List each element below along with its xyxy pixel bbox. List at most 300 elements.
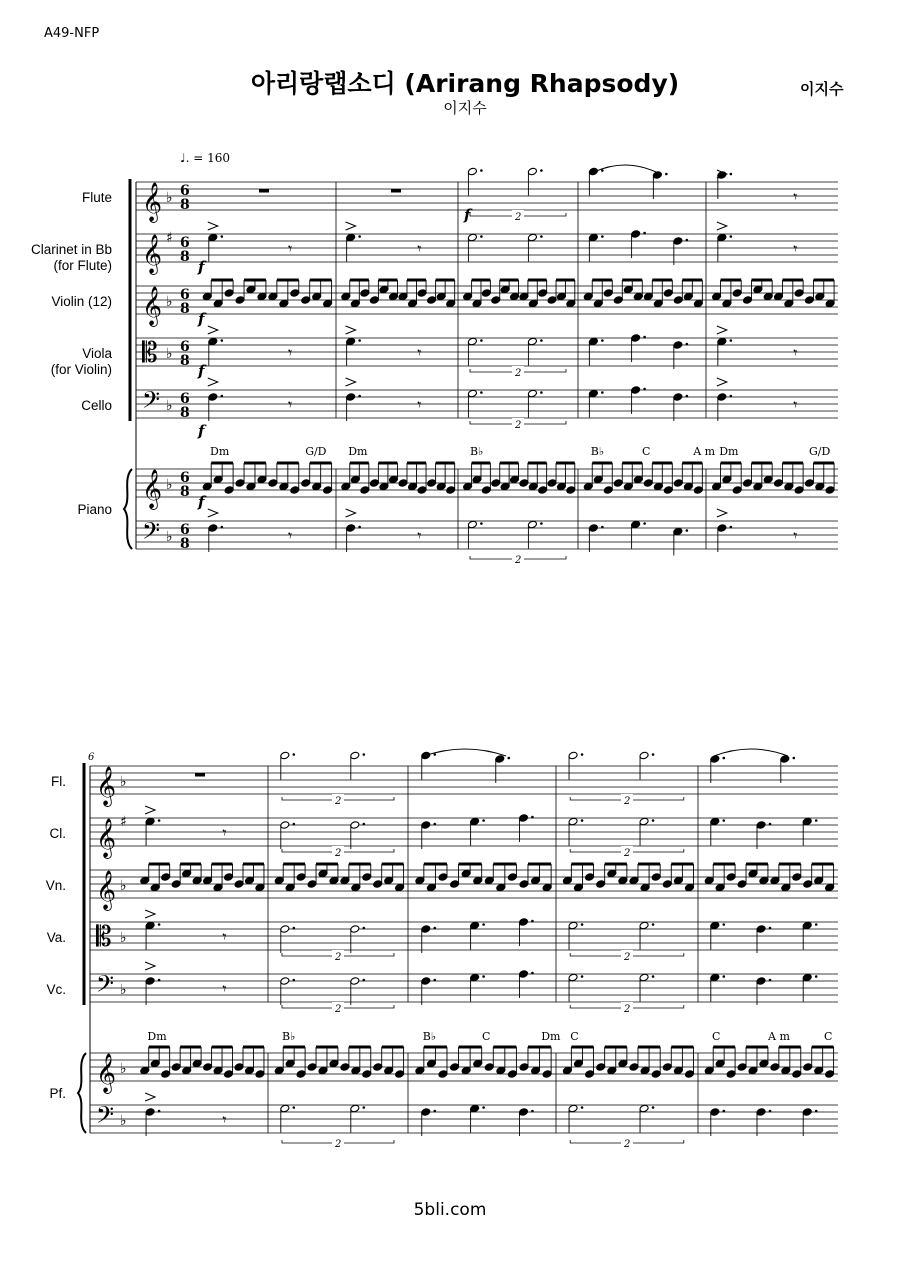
accent-mark — [346, 222, 356, 230]
note-head — [774, 292, 784, 301]
note-head — [704, 1066, 714, 1075]
note-head — [255, 1070, 265, 1079]
note-head — [639, 973, 649, 982]
note-dot — [652, 975, 655, 978]
note-head — [518, 814, 528, 823]
chord-symbol: A m — [693, 445, 716, 458]
note-head — [203, 1063, 213, 1072]
note-head — [496, 1066, 506, 1075]
clef: 𝄞 — [96, 1053, 117, 1093]
note-head — [815, 482, 825, 491]
note-head — [182, 1066, 192, 1075]
system-2 — [78, 749, 838, 1150]
note-head — [519, 880, 529, 889]
clef: 𝄞 — [96, 766, 117, 806]
note-head — [436, 482, 446, 491]
note-head — [213, 1066, 223, 1075]
label-pf-short: Pf. — [49, 1086, 66, 1101]
note-head — [421, 977, 431, 986]
note-head — [171, 1063, 181, 1072]
note-head — [203, 876, 213, 885]
note-head — [685, 883, 695, 892]
note-head — [346, 393, 356, 402]
rest: 𝄾 — [417, 343, 422, 362]
note-head — [518, 970, 528, 979]
note-head — [566, 299, 576, 308]
note-head — [613, 479, 623, 488]
accent-mark — [208, 509, 218, 517]
note-dot — [643, 336, 646, 339]
time-sig-top: 6 — [180, 339, 190, 355]
time-sig-bottom: 8 — [180, 484, 190, 500]
note-head — [446, 486, 456, 495]
note-head — [763, 292, 773, 301]
note-dot — [531, 816, 534, 819]
key-flat: ♭ — [166, 477, 173, 493]
note-head — [208, 337, 218, 346]
note-head — [568, 921, 578, 930]
accent-mark — [346, 509, 356, 517]
chord-symbol: B♭ — [590, 445, 605, 458]
note-head — [547, 296, 557, 305]
chord-symbol: Dm — [210, 445, 230, 458]
note-dot — [293, 979, 296, 982]
chord-symbol: C — [482, 1030, 491, 1043]
note-head — [473, 876, 483, 885]
note-dot — [358, 526, 361, 529]
note-head — [472, 299, 482, 308]
rest: 𝄾 — [288, 526, 293, 545]
chord-symbol: A m — [768, 1030, 790, 1043]
label-viola: Viola (for Violin) — [50, 346, 112, 377]
note-head — [538, 486, 548, 495]
label-vn-short: Vn. — [45, 878, 66, 893]
chord-symbol: C — [712, 1030, 721, 1043]
note-head — [350, 475, 360, 484]
note-dot — [221, 235, 224, 238]
note-head — [596, 880, 606, 889]
note-dot — [581, 753, 584, 756]
note-dot — [158, 819, 161, 822]
note-head — [781, 883, 791, 892]
measure-rest — [391, 189, 401, 193]
note-head — [234, 880, 244, 889]
note-head — [562, 1066, 572, 1075]
note-head — [673, 393, 683, 402]
note-head — [673, 1066, 683, 1075]
note-head — [633, 292, 643, 301]
time-sig-top: 6 — [180, 235, 190, 251]
tuplet-number: 2 — [335, 848, 342, 859]
note-head — [588, 167, 598, 176]
note-dot — [293, 823, 296, 826]
time-sig-bottom: 8 — [180, 353, 190, 369]
rest: 𝄾 — [222, 823, 227, 842]
note-head — [323, 486, 333, 495]
note-dot — [540, 169, 543, 172]
note-head — [350, 977, 360, 986]
chord-symbol: B♭ — [422, 1030, 437, 1043]
note-head — [640, 1066, 650, 1075]
note-head — [500, 285, 510, 294]
note-head — [639, 751, 649, 760]
tuplet-number: 2 — [335, 796, 342, 807]
note-dot — [581, 923, 584, 926]
tuplet-number: 2 — [515, 368, 522, 379]
note-head — [712, 482, 722, 491]
accent-mark — [145, 962, 155, 970]
note-head — [341, 482, 351, 491]
note-head — [279, 482, 289, 491]
note-dot — [723, 923, 726, 926]
clef: 𝄞 — [96, 870, 117, 910]
note-head — [140, 1066, 150, 1075]
note-head — [312, 482, 322, 491]
piano-brace — [78, 1053, 86, 1133]
note-head — [362, 873, 372, 882]
time-sig-bottom: 8 — [180, 197, 190, 213]
note-head — [235, 296, 245, 305]
chord-symbol: G/D — [808, 445, 831, 458]
note-head — [673, 341, 683, 350]
note-dot — [815, 975, 818, 978]
note-head — [481, 486, 491, 495]
clef: 𝄞 — [142, 286, 163, 326]
note-head — [350, 821, 360, 830]
note-head — [726, 1070, 736, 1079]
note-head — [717, 337, 727, 346]
note-head — [685, 1070, 695, 1079]
note-dot — [581, 1106, 584, 1109]
note-dot — [480, 522, 483, 525]
note-dot — [730, 339, 733, 342]
note-head — [538, 289, 548, 298]
note-head — [350, 1104, 360, 1113]
note-head — [825, 486, 835, 495]
note-head — [802, 817, 812, 826]
note-head — [446, 299, 456, 308]
note-head — [379, 482, 389, 491]
note-head — [715, 1059, 725, 1068]
note-dot — [540, 235, 543, 238]
note-head — [631, 230, 641, 239]
note-dot — [665, 173, 668, 176]
time-sig-bottom: 8 — [180, 301, 190, 317]
note-dot — [363, 1106, 366, 1109]
note-head — [510, 475, 520, 484]
note-head — [426, 883, 436, 892]
chord-symbol: G/D — [305, 445, 327, 458]
tuplet-number: 2 — [335, 1004, 342, 1015]
note-dot — [652, 923, 655, 926]
note-head — [290, 289, 300, 298]
note-head — [224, 1070, 234, 1079]
note-dot — [601, 339, 604, 342]
note-head — [373, 880, 383, 889]
note-head — [710, 817, 720, 826]
note-head — [737, 1063, 747, 1072]
note-head — [673, 237, 683, 246]
note-head — [781, 1066, 791, 1075]
note-head — [350, 925, 360, 934]
note-head — [208, 233, 218, 242]
note-head — [717, 524, 727, 533]
note-head — [693, 299, 703, 308]
note-head — [213, 475, 223, 484]
tuplet-number: 2 — [624, 1139, 631, 1150]
note-head — [710, 1108, 720, 1117]
note-dot — [601, 169, 604, 172]
note-head — [507, 1070, 517, 1079]
note-dot — [815, 819, 818, 822]
note-head — [737, 880, 747, 889]
note-dot — [815, 923, 818, 926]
note-head — [639, 921, 649, 930]
note-head — [528, 482, 538, 491]
note-dot — [482, 1106, 485, 1109]
label-clarinet: Clarinet in Bb (for Flute) — [30, 242, 112, 273]
note-head — [593, 299, 603, 308]
note-head — [362, 1070, 372, 1079]
clef: 𝄡 — [142, 336, 158, 369]
note-head — [732, 486, 742, 495]
note-head — [500, 482, 510, 491]
note-head — [202, 292, 212, 301]
time-sig-top: 6 — [180, 470, 190, 486]
note-head — [351, 883, 361, 892]
note-head — [182, 869, 192, 878]
note-head — [507, 873, 517, 882]
rest: 𝄾 — [222, 979, 227, 998]
note-head — [323, 299, 333, 308]
note-head — [161, 1070, 171, 1079]
note-head — [467, 337, 477, 346]
note-head — [519, 1063, 529, 1072]
note-dot — [363, 753, 366, 756]
piano-brace — [124, 469, 132, 549]
note-dot — [531, 972, 534, 975]
note-head — [463, 482, 473, 491]
note-head — [388, 292, 398, 301]
note-dot — [793, 757, 796, 760]
time-sig-bottom: 8 — [180, 405, 190, 421]
note-dot — [358, 235, 361, 238]
note-head — [527, 520, 537, 529]
note-head — [450, 1063, 460, 1072]
clef: 𝄡 — [96, 920, 112, 953]
note-head — [527, 389, 537, 398]
tuplet-number: 2 — [624, 952, 631, 963]
note-head — [814, 1066, 824, 1075]
time-sig-bottom: 8 — [180, 249, 190, 265]
note-head — [496, 883, 506, 892]
note-dot — [540, 339, 543, 342]
note-head — [307, 1063, 317, 1072]
note-head — [395, 1070, 405, 1079]
note-dot — [686, 529, 689, 532]
note-dot — [769, 979, 772, 982]
note-head — [296, 873, 306, 882]
note-head — [150, 883, 160, 892]
note-head — [421, 925, 431, 934]
note-head — [192, 1059, 202, 1068]
accent-mark — [717, 326, 727, 334]
note-head — [825, 1070, 835, 1079]
label-cl-short: Cl. — [49, 826, 66, 841]
note-head — [301, 479, 311, 488]
note-head — [427, 479, 437, 488]
note-head — [192, 876, 202, 885]
measure-rest — [195, 773, 205, 777]
note-head — [379, 285, 389, 294]
note-head — [568, 973, 578, 982]
tuplet-number: 2 — [515, 212, 522, 223]
note-head — [588, 524, 598, 533]
note-head — [274, 1066, 284, 1075]
note-dot — [363, 979, 366, 982]
clef: 𝄞 — [142, 234, 163, 274]
note-head — [542, 883, 552, 892]
rest: 𝄾 — [793, 239, 798, 258]
note-head — [421, 1108, 431, 1117]
note-head — [631, 520, 641, 529]
dynamic-forte: f — [464, 206, 471, 224]
accent-mark — [145, 910, 155, 918]
note-head — [585, 1070, 595, 1079]
tuplet-number: 2 — [624, 1004, 631, 1015]
note-head — [421, 821, 431, 830]
note-head — [351, 1066, 361, 1075]
note-head — [274, 876, 284, 885]
note-head — [756, 821, 766, 830]
note-dot — [158, 923, 161, 926]
note-head — [171, 880, 181, 889]
note-head — [235, 479, 245, 488]
note-head — [213, 883, 223, 892]
key-flat: ♭ — [120, 774, 127, 790]
note-head — [794, 486, 804, 495]
rest: 𝄾 — [417, 526, 422, 545]
note-dot — [723, 757, 726, 760]
note-head — [712, 292, 722, 301]
note-head — [566, 486, 576, 495]
accent-mark — [717, 222, 727, 230]
note-dot — [221, 339, 224, 342]
note-head — [255, 883, 265, 892]
note-head — [329, 876, 339, 885]
note-head — [398, 292, 408, 301]
note-head — [484, 1063, 494, 1072]
note-head — [643, 292, 653, 301]
key-flat: ♭ — [166, 398, 173, 414]
note-head — [588, 389, 598, 398]
label-vc-short: Vc. — [46, 982, 66, 997]
note-dot — [158, 1110, 161, 1113]
tuplet-number: 2 — [624, 796, 631, 807]
rest: 𝄾 — [793, 395, 798, 414]
note-dot — [158, 979, 161, 982]
note-head — [461, 1066, 471, 1075]
note-head — [528, 299, 538, 308]
chord-symbol: C — [570, 1030, 579, 1043]
note-head — [279, 299, 289, 308]
note-head — [467, 167, 477, 176]
note-head — [350, 299, 360, 308]
note-head — [556, 482, 566, 491]
accent-mark — [208, 222, 218, 230]
note-head — [784, 299, 794, 308]
key-flat: ♭ — [166, 294, 173, 310]
note-head — [360, 289, 370, 298]
accent-mark — [346, 326, 356, 334]
note-head — [518, 1108, 528, 1117]
note-head — [395, 883, 405, 892]
note-head — [519, 292, 529, 301]
note-head — [573, 1059, 583, 1068]
chord-symbol: Dm — [147, 1030, 167, 1043]
note-dot — [601, 391, 604, 394]
note-head — [673, 527, 683, 536]
chord-symbol: C — [824, 1030, 833, 1043]
key-flat: ♭ — [120, 1061, 127, 1077]
note-head — [280, 977, 290, 986]
note-head — [756, 1108, 766, 1117]
note-dot — [482, 975, 485, 978]
note-head — [803, 1063, 813, 1072]
note-head — [213, 299, 223, 308]
note-dot — [221, 526, 224, 529]
note-dot — [730, 235, 733, 238]
time-sig-top: 6 — [180, 522, 190, 538]
note-dot — [769, 927, 772, 930]
note-head — [531, 1066, 541, 1075]
note-head — [491, 479, 501, 488]
accent-mark — [145, 806, 155, 814]
note-head — [583, 292, 593, 301]
note-head — [753, 482, 763, 491]
note-head — [663, 289, 673, 298]
rest: 𝄾 — [793, 526, 798, 545]
key-sharp: ♯ — [120, 814, 127, 830]
note-head — [662, 1063, 672, 1072]
rest: 𝄾 — [222, 927, 227, 946]
note-head — [603, 486, 613, 495]
note-head — [246, 482, 256, 491]
note-head — [350, 751, 360, 760]
note-head — [491, 296, 501, 305]
clef: 𝄞 — [96, 818, 117, 858]
note-head — [373, 1063, 383, 1072]
note-head — [527, 337, 537, 346]
note-head — [663, 486, 673, 495]
note-head — [673, 479, 683, 488]
note-head — [623, 482, 633, 491]
note-dot — [581, 975, 584, 978]
note-head — [360, 486, 370, 495]
clef: 𝄢 — [96, 970, 115, 1003]
note-head — [804, 479, 814, 488]
note-head — [732, 289, 742, 298]
rest: 𝄾 — [222, 1110, 227, 1129]
chord-symbol: Dm — [348, 445, 368, 458]
note-head — [398, 479, 408, 488]
note-head — [296, 1070, 306, 1079]
note-head — [770, 876, 780, 885]
note-head — [774, 479, 784, 488]
note-head — [341, 292, 351, 301]
tempo-marking: ♩. = 160 — [180, 151, 231, 165]
note-dot — [363, 927, 366, 930]
